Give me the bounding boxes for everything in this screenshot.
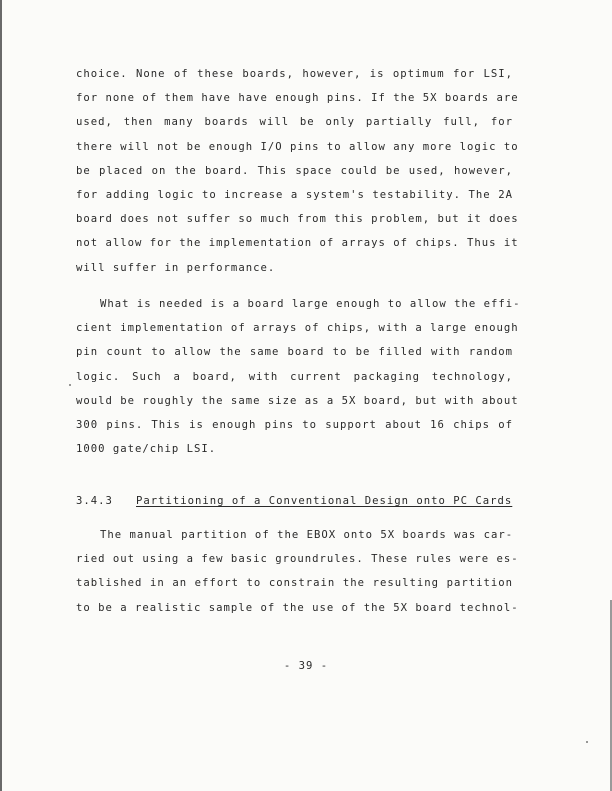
text-line: board does not suffer so much from this problem, but it does xyxy=(76,213,519,226)
text-line: for adding logic to increase a system's testability. The 2A xyxy=(76,188,513,201)
text-line: 300 pins. This is enough pins to support about 16 chips of xyxy=(76,418,513,431)
text-line: pin count to allow the same board to be filled with random xyxy=(76,346,513,359)
text-line: What is needed is a board large enough to allow the effi- xyxy=(100,298,521,310)
text-line: cient implementation of arrays of chips, with a large enough xyxy=(76,322,519,335)
page-number: - 39 - xyxy=(283,660,329,672)
section-heading xyxy=(76,489,513,513)
page-left-edge xyxy=(0,0,2,791)
text-line: not allow for the implementation of arrays of chips. Thus it xyxy=(76,237,519,250)
text-line: for none of them have have enough pins. If the 5X boards are xyxy=(76,92,519,105)
section-title: Partitioning of a Conventional Design onto PC Cards xyxy=(136,495,513,507)
text-line: used, then many boards will be only partially full, for xyxy=(76,116,513,129)
text-line: choice. None of these boards, however, is optimum for LSI, xyxy=(76,68,513,80)
paragraph-2 xyxy=(76,292,521,461)
scan-speck xyxy=(69,384,71,386)
text-line: 1000 gate/chip LSI. xyxy=(76,443,217,456)
text-line: logic. Such a board, with current packaging technology, xyxy=(76,370,513,383)
scan-speck xyxy=(586,741,588,743)
text-line: to be a realistic sample of the use of the 5X board technol- xyxy=(76,601,519,614)
text-line: will suffer in performance. xyxy=(76,261,276,274)
text-line: be placed on the board. This space could be used, however, xyxy=(76,164,513,177)
section-number: 3.4.3 xyxy=(76,495,113,507)
text-line: The manual partition of the EBOX onto 5X boards was car- xyxy=(100,529,514,541)
text-line: tablished in an effort to constrain the resulting partition xyxy=(76,577,513,590)
text-line: would be roughly the same size as a 5X board, but with about xyxy=(76,394,519,407)
paragraph-1 xyxy=(76,62,519,280)
text-line: ried out using a few basic groundrules. These rules were es- xyxy=(76,553,519,566)
text-line: there will not be enough I/O pins to allow any more logic to xyxy=(76,140,519,153)
paragraph-3 xyxy=(76,523,519,620)
